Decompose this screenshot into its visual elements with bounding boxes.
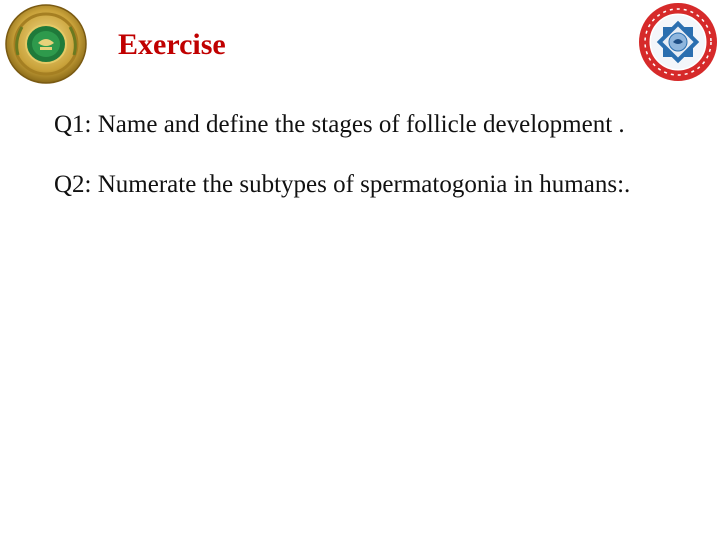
university-seal-logo [4,3,88,85]
college-emblem-logo [638,2,718,82]
slide-title: Exercise [118,28,226,61]
college-emblem-icon [638,2,718,82]
question-2: Q2: Numerate the subtypes of spermatogonia in humans:. [54,171,631,198]
university-seal-icon [4,3,88,85]
question-list [54,108,674,228]
question-1: Q1: Name and define the stages of follicle development . [54,111,625,138]
